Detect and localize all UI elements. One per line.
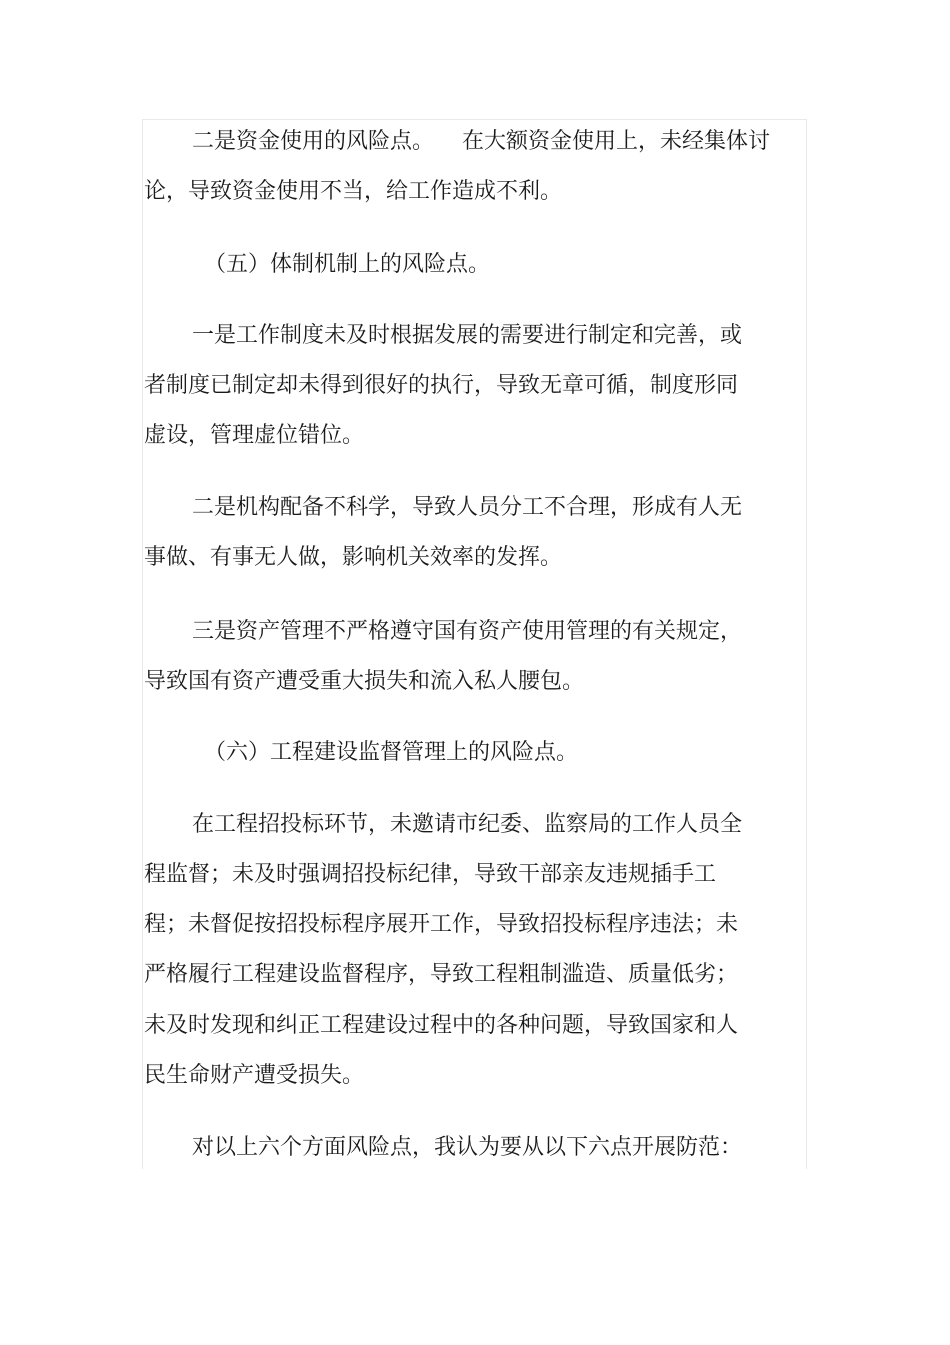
paragraph-line: 未及时发现和纠正工程建设过程中的各种问题，导致国家和人 <box>144 1013 739 1038</box>
paragraph-line: 在工程招投标环节，未邀请市纪委、监察局的工作人员全 <box>192 812 743 837</box>
paragraph-line: 导致国有资产遭受重大损失和流入私人腰包。 <box>144 669 585 694</box>
paragraph-line: 论，导致资金使用不当，给工作造成不利。 <box>144 179 563 204</box>
section-heading-6: （六）工程建设监督管理上的风险点。 <box>204 740 579 765</box>
paragraph-line: 严格履行工程建设监督程序，导致工程粗制滥造、质量低劣； <box>144 962 739 987</box>
paragraph-line: 虚设，管理虚位错位。 <box>144 423 365 448</box>
paragraph-line: 民生命财产遭受损失。 <box>144 1063 365 1088</box>
section-heading-5: （五）体制机制上的风险点。 <box>204 252 491 277</box>
paragraph-line: 程；未督促按招投标程序展开工作，导致招投标程序违法；未 <box>144 912 739 937</box>
paragraph-line: 者制度已制定却未得到很好的执行，导致无章可循，制度形同 <box>144 373 739 398</box>
paragraph-line: 二是机构配备不科学，导致人员分工不合理，形成有人无 <box>192 495 743 520</box>
paragraph-line: 程监督；未及时强调招投标纪律，导致干部亲友违规插手工 <box>144 862 717 887</box>
paragraph-line: 二是资金使用的风险点。 在大额资金使用上，未经集体讨 <box>192 129 770 154</box>
paragraph-line: 三是资产管理不严格遵守国有资产使用管理的有关规定， <box>192 619 743 644</box>
paragraph-line: 对以上六个方面风险点，我认为要从以下六点开展防范： <box>192 1135 743 1160</box>
paragraph-line: 一是工作制度未及时根据发展的需要进行制定和完善，或 <box>192 323 743 348</box>
paragraph-line: 事做、有事无人做，影响机关效率的发挥。 <box>144 545 563 570</box>
